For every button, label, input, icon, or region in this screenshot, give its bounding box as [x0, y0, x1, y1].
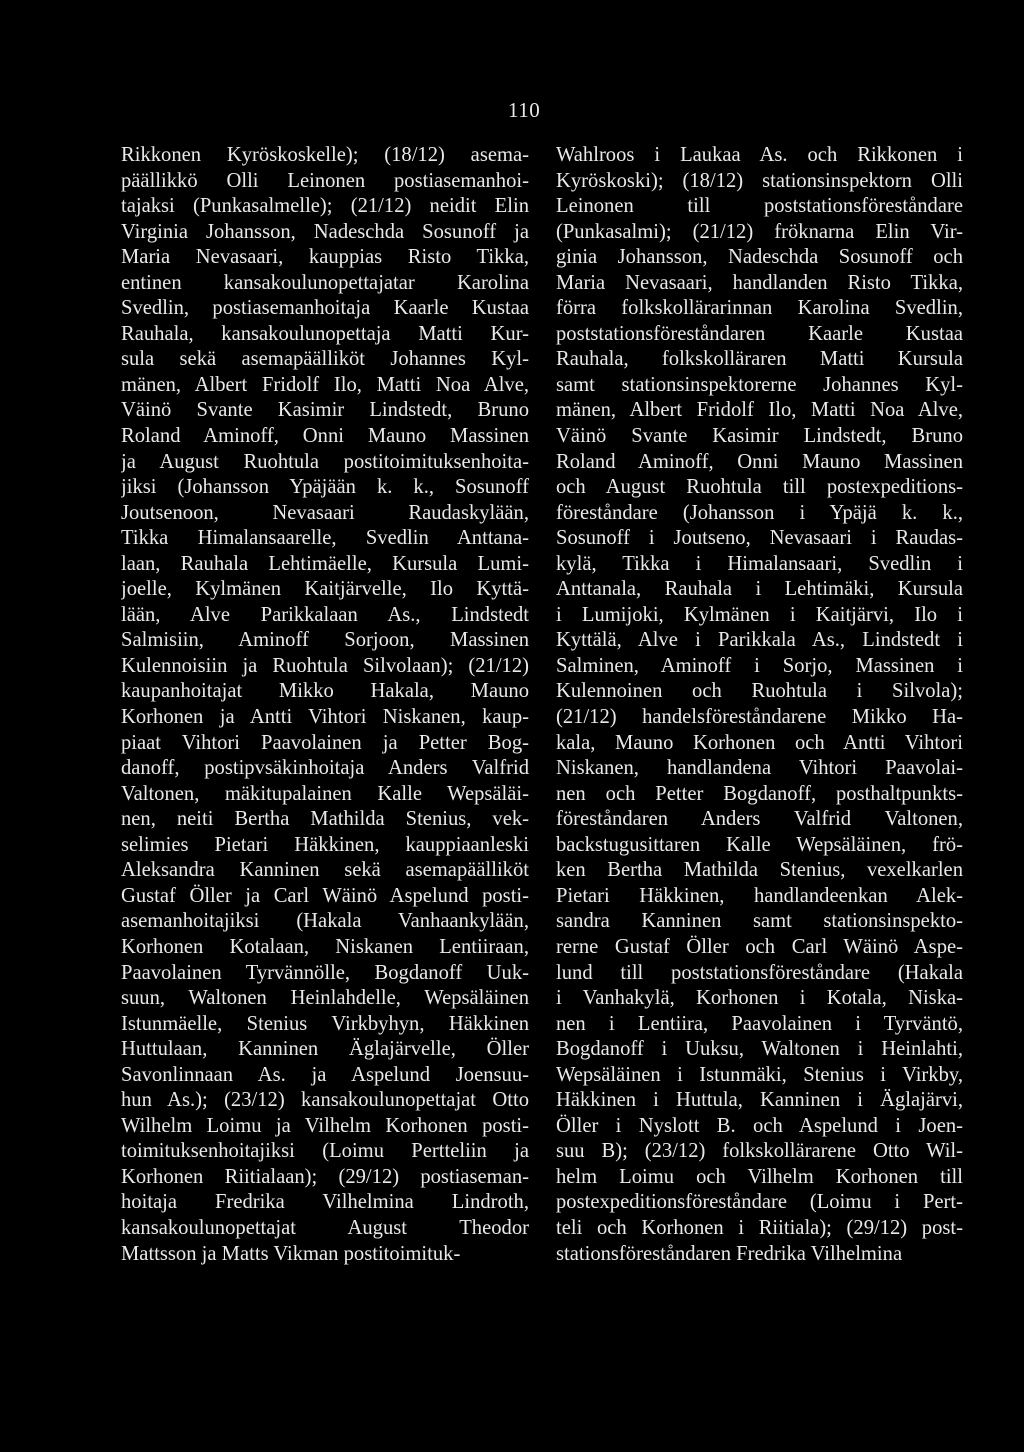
text-line: hun As.); (23/12) kansakoulunopettajat Otto	[121, 1089, 529, 1112]
text-line: Wilhelm Loimu ja Vilhelm Korhonen posti-	[121, 1114, 529, 1137]
text-line: toimituksenhoitajiksi (Loimu Pertteliin ja	[121, 1140, 529, 1163]
text-line: mänen, Albert Fridolf Ilo, Matti Noa Alve,	[556, 399, 963, 422]
text-line: mänen, Albert Fridolf Ilo, Matti Noa Alve,	[121, 373, 529, 396]
text-line: hoitaja Fredrika Vilhelmina Lindroth,	[121, 1191, 529, 1214]
text-line: Mattsson ja Matts Vikman postitoimituk-	[121, 1242, 461, 1265]
text-line: sandra Kanninen samt stationsinspekto-	[556, 910, 963, 933]
text-line: postexpeditionsföreståndare (Loimu i Pert-	[556, 1191, 963, 1214]
text-line: kansakoulunopettajat August Theodor	[121, 1216, 529, 1239]
text-line: Leinonen till poststationsföreståndare	[556, 195, 963, 218]
text-line: Wepsäläinen i Istunmäki, Stenius i Virkby,	[556, 1063, 963, 1086]
text-line: Korhonen Kotalaan, Niskanen Lentiiraan,	[121, 935, 529, 958]
text-line: lund till poststationsföreståndare (Hakala	[556, 961, 963, 984]
text-line: suu B); (23/12) folkskollärarene Otto Wil-	[556, 1140, 963, 1163]
text-line: och August Ruohtula till postexpeditions-	[556, 476, 963, 499]
text-line: Anttanala, Rauhala i Lehtimäki, Kursula	[556, 578, 963, 601]
text-line: (21/12) handelsföreståndarene Mikko Ha-	[556, 706, 963, 729]
text-line: i Lumijoki, Kylmänen i Kaitjärvi, Ilo i	[556, 603, 963, 626]
text-line: lään, Alve Parikkalaan As., Lindstedt	[121, 603, 529, 626]
text-line: föreståndaren Anders Valfrid Valtonen,	[556, 808, 963, 831]
text-line: Gustaf Öller ja Carl Wäinö Aspelund posti-	[121, 884, 529, 907]
text-line: Savonlinnaan As. ja Aspelund Joensuu-	[121, 1063, 529, 1086]
text-line: piaat Vihtori Paavolainen ja Petter Bog-	[121, 731, 529, 754]
text-line: Korhonen ja Antti Vihtori Niskanen, kaup-	[121, 706, 529, 729]
text-line: Svedlin, postiasemanhoitaja Kaarle Kustaa	[121, 297, 529, 320]
text-line: Huttulaan, Kanninen Äglajärvelle, Öller	[121, 1038, 529, 1061]
text-line: Rauhala, folkskolläraren Matti Kursula	[556, 348, 963, 371]
text-line: nen, neiti Bertha Mathilda Stenius, vek-	[121, 808, 529, 831]
finnish-text-column	[121, 143, 529, 1267]
text-line: Roland Aminoff, Onni Mauno Massinen	[556, 450, 963, 473]
text-line: Maria Nevasaari, kauppias Risto Tikka,	[121, 246, 529, 269]
text-line: i Vanhakylä, Korhonen i Kotala, Niska-	[556, 987, 963, 1010]
text-line: Salmisiin, Aminoff Sorjoon, Massinen	[121, 629, 529, 652]
text-line: Kyröskoski); (18/12) stationsinspektorn Olli	[556, 169, 963, 192]
text-line: Rauhala, kansakoulunopettaja Matti Kur-	[121, 322, 529, 345]
text-line: teli och Korhonen i Riitiala); (29/12) post-	[556, 1216, 963, 1239]
swedish-text-column	[556, 143, 963, 1267]
text-line: poststationsföreståndaren Kaarle Kustaa	[556, 322, 963, 345]
text-line: Joutsenoon, Nevasaari Raudaskylään,	[121, 501, 529, 524]
text-line: laan, Rauhala Lehtimäelle, Kursula Lumi-	[121, 552, 529, 575]
text-line: (Punkasalmi); (21/12) fröknarna Elin Vir-	[556, 220, 963, 243]
text-line: ken Bertha Mathilda Stenius, vexelkarlen	[556, 859, 963, 882]
text-line: kylä, Tikka i Himalansaari, Svedlin i	[556, 552, 963, 575]
text-line: Häkkinen i Huttula, Kanninen i Äglajärvi,	[556, 1089, 963, 1112]
text-line: entinen kansakoulunopettajatar Karolina	[121, 271, 529, 294]
text-line: asemanhoitajiksi (Hakala Vanhaankylään,	[121, 910, 529, 933]
text-line: danoff, postipvsäkinhoitaja Anders Valfrid	[121, 757, 529, 780]
text-line: kaupanhoitajat Mikko Hakala, Mauno	[121, 680, 529, 703]
text-line: Kulennoisiin ja Ruohtula Silvolaan); (21/12)	[121, 654, 529, 677]
text-line: Kyttälä, Alve i Parikkala As., Lindstedt i	[556, 629, 963, 652]
text-line: Wahlroos i Laukaa As. och Rikkonen i	[556, 144, 963, 166]
text-line: Tikka Himalansaarelle, Svedlin Anttana-	[121, 527, 529, 550]
text-line: Maria Nevasaari, handlanden Risto Tikka,	[556, 271, 963, 294]
text-line: Sosunoff i Joutseno, Nevasaari i Raudas-	[556, 527, 963, 550]
text-line: Paavolainen Tyrvännölle, Bogdanoff Uuk-	[121, 961, 529, 984]
text-line: nen i Lentiira, Paavolainen i Tyrväntö,	[556, 1012, 963, 1035]
text-line: ja August Ruohtula postitoimituksenhoita-	[121, 450, 529, 473]
text-line: Korhonen Riitialaan); (29/12) postiaseman-	[121, 1165, 529, 1188]
text-line: nen och Petter Bogdanoff, posthaltpunkts-	[556, 782, 963, 805]
text-line: sula sekä asemapäälliköt Johannes Kyl-	[121, 348, 529, 371]
text-line: backstugusittaren Kalle Wepsäläinen, frö-	[556, 833, 963, 856]
page-number: 110	[508, 98, 541, 122]
text-line: suun, Waltonen Heinlahdelle, Wepsäläinen	[121, 987, 529, 1010]
text-line: Niskanen, handlandena Vihtori Paavolai-	[556, 757, 963, 780]
text-line: rerne Gustaf Öller och Carl Wäinö Aspe-	[556, 935, 963, 958]
text-line: förra folkskollärarinnan Karolina Svedlin,	[556, 297, 963, 320]
text-line: stationsföreståndaren Fredrika Vilhelmina	[556, 1242, 903, 1265]
text-line: Väinö Svante Kasimir Lindstedt, Bruno	[121, 399, 529, 422]
text-line: kala, Mauno Korhonen och Antti Vihtori	[556, 731, 963, 754]
text-line: Virginia Johansson, Nadeschda Sosunoff ja	[121, 220, 529, 243]
text-line: Roland Aminoff, Onni Mauno Massinen	[121, 425, 529, 448]
text-line: Aleksandra Kanninen sekä asemapäälliköt	[121, 859, 529, 882]
text-line: ginia Johansson, Nadeschda Sosunoff och	[556, 246, 963, 269]
text-line: Pietari Häkkinen, handlandeenkan Alek-	[556, 884, 963, 907]
text-line: Rikkonen Kyröskoskelle); (18/12) asema-	[121, 144, 529, 166]
text-line: Istunmäelle, Stenius Virkbyhyn, Häkkinen	[121, 1012, 529, 1035]
text-line: selimies Pietari Häkkinen, kauppiaanleski	[121, 833, 529, 856]
text-line: Väinö Svante Kasimir Lindstedt, Bruno	[556, 425, 963, 448]
text-line: joelle, Kylmänen Kaitjärvelle, Ilo Kyttä-	[121, 578, 529, 601]
text-line: Salminen, Aminoff i Sorjo, Massinen i	[556, 654, 963, 677]
text-line: Valtonen, mäkitupalainen Kalle Wepsäläi-	[121, 782, 529, 805]
text-line: samt stationsinspektorerne Johannes Kyl-	[556, 373, 963, 396]
text-line: föreståndare (Johansson i Ypäjä k. k.,	[556, 501, 963, 524]
text-line: Bogdanoff i Uuksu, Waltonen i Heinlahti,	[556, 1038, 963, 1061]
text-line: Öller i Nyslott B. och Aspelund i Joen-	[556, 1114, 963, 1137]
text-line: helm Loimu och Vilhelm Korhonen till	[556, 1165, 963, 1188]
text-line: päällikkö Olli Leinonen postiasemanhoi-	[121, 169, 529, 192]
text-line: Kulennoinen och Ruohtula i Silvola);	[556, 680, 963, 703]
text-line: tajaksi (Punkasalmelle); (21/12) neidit Elin	[121, 195, 529, 218]
text-line: jiksi (Johansson Ypäjään k. k., Sosunoff	[121, 476, 529, 499]
